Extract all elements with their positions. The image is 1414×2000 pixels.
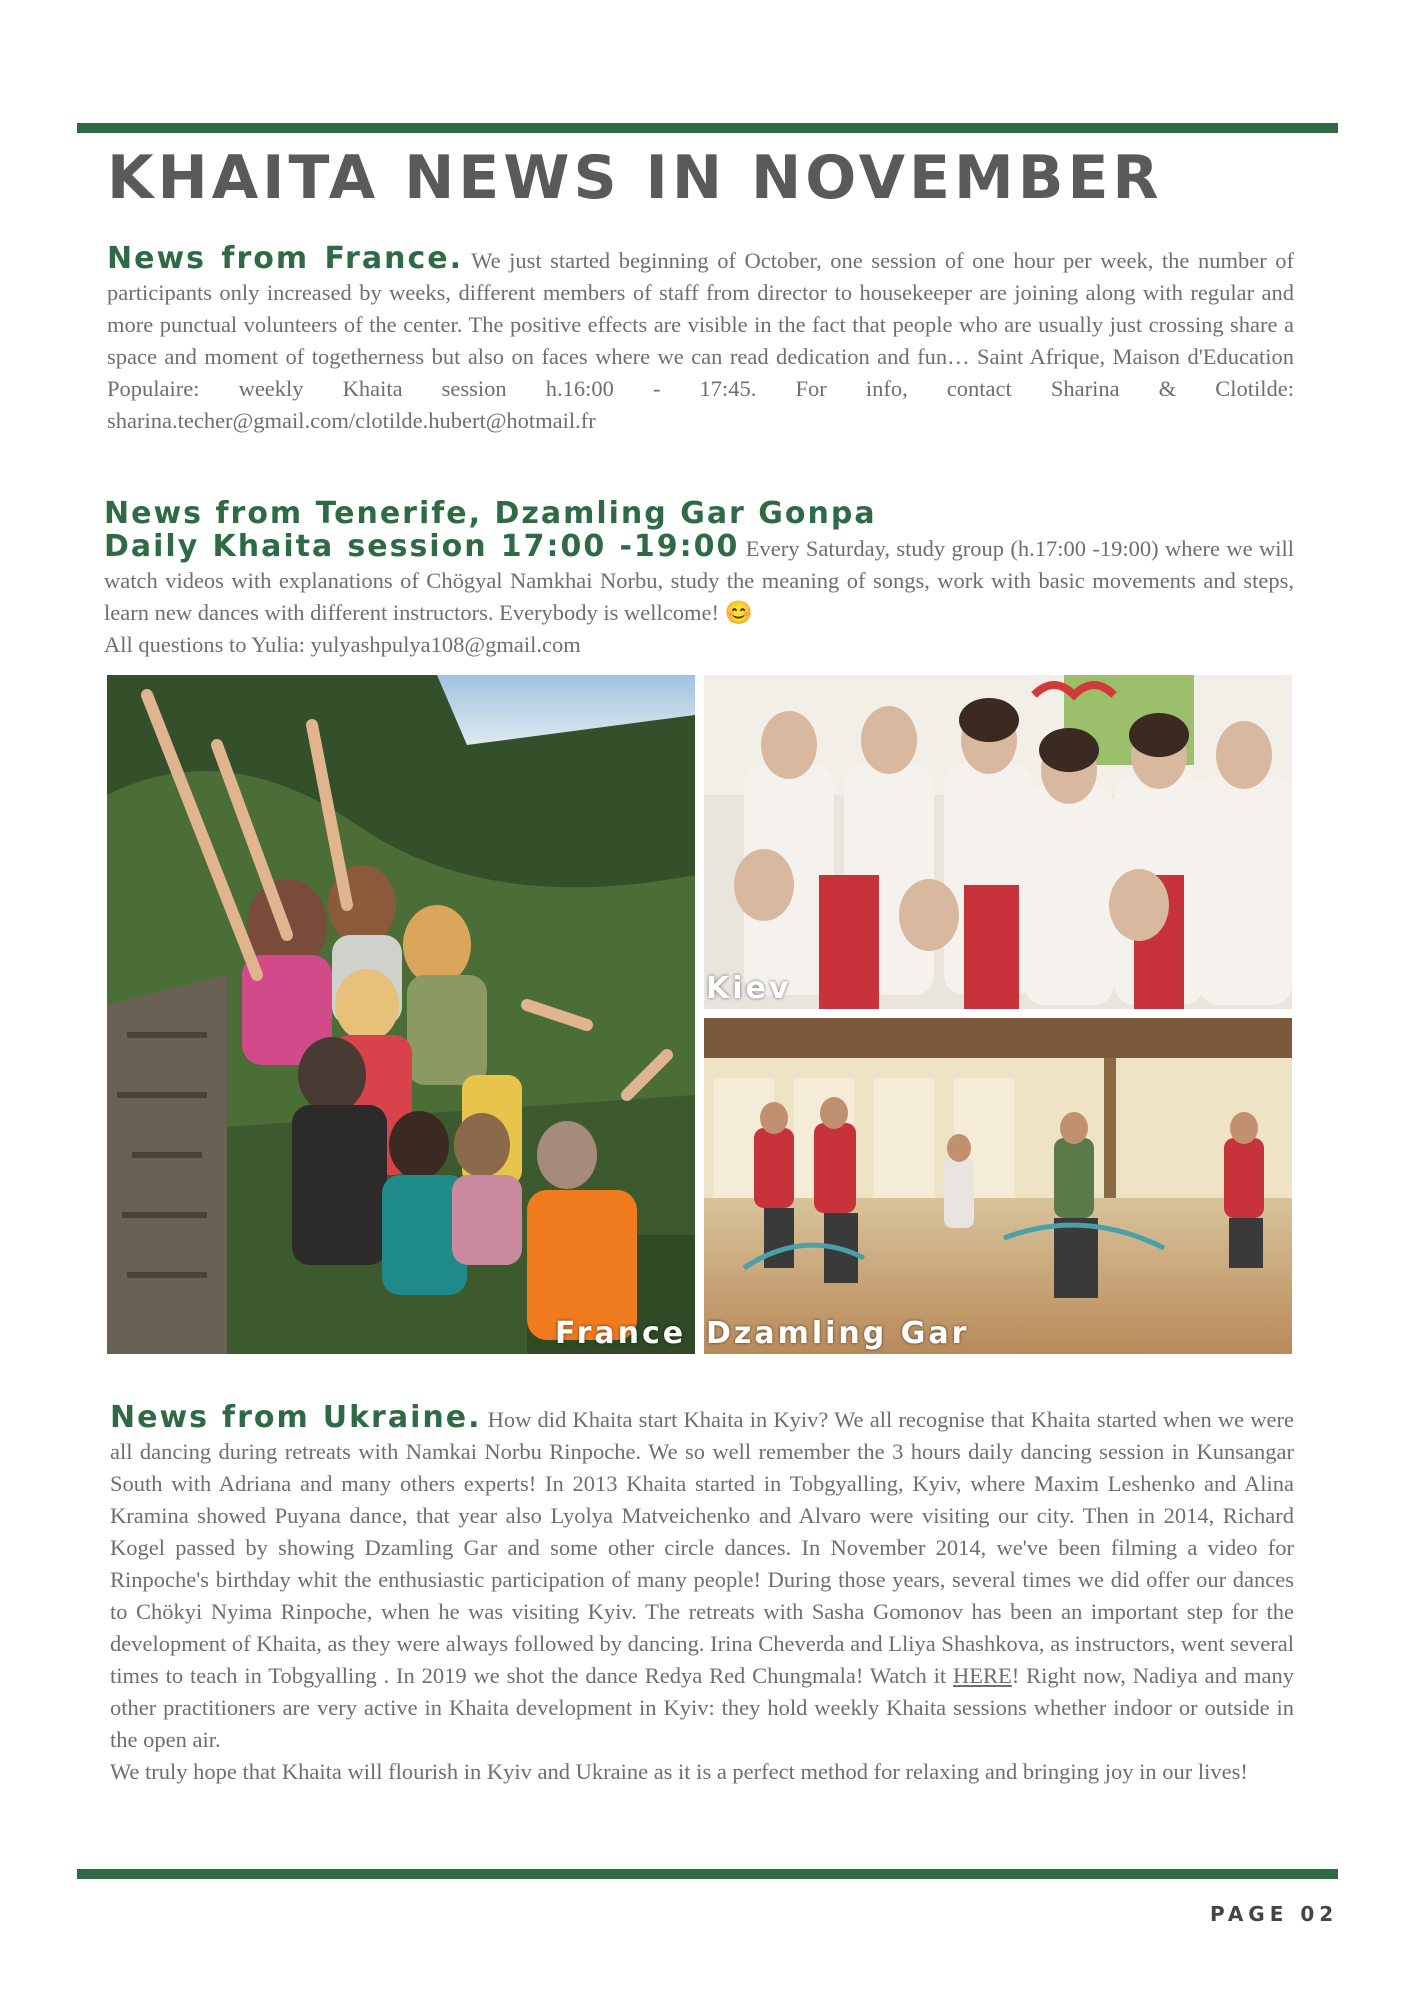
bottom-divider <box>77 1869 1338 1879</box>
ukraine-section <box>110 1402 1294 1788</box>
top-divider <box>77 123 1338 133</box>
ukraine-heading: News from Ukraine. <box>110 1400 482 1435</box>
tenerife-section <box>104 531 1294 661</box>
tenerife-contact: All questions to Yulia: yulyashpulya108@gmail.com <box>104 632 581 657</box>
tenerife-heading-line2: Daily Khaita session 17:00 -19:00 <box>104 529 740 564</box>
page-title: KHAITA NEWS IN NOVEMBER <box>107 143 1163 213</box>
france-heading: News from France. <box>107 241 463 276</box>
ukraine-closing: We truly hope that Khaita will flourish in Kyiv and Ukraine as it is a perfect method for relaxing and bringing joy in our lives! <box>110 1759 1248 1784</box>
france-group-photo <box>107 675 695 1354</box>
kiev-group-photo <box>704 675 1292 1009</box>
france-caption: France <box>555 1316 687 1351</box>
tenerife-heading-line1: News from Tenerife, Dzamling Gar Gonpa <box>104 496 877 531</box>
here-link[interactable]: HERE <box>953 1663 1012 1688</box>
ukraine-body-continued: ! Right now, Nadiya and many other practitioners are very active in Khaita development in Kyiv: they hold weekly Khaita sessions whether indoor or outside in the open air. <box>110 1663 1294 1752</box>
tenerife-heading <box>104 497 877 531</box>
tenerife-body: Every Saturday, study group (h.17:00 -19:00) where we will watch videos with explanations of Chögyal Namkhai Norbu, study the meaning of songs, work with basic movements and steps, learn new dances with different instructors. Everybody is wellcome! 😊 <box>104 536 1294 625</box>
kiev-caption: Kiev <box>706 971 792 1006</box>
ukraine-body: How did Khaita start Khaita in Kyiv? We all recognise that Khaita started when we were all dancing during retreats with Namkai Norbu Rinpoche. We so well remember the 3 hours daily dancing session in Kunsangar South with Adriana and many others experts! In 2013 Khaita started in Tobgyalling, Kyiv, where Maxim Leshenko and Alina Kramina showed Puyana dance, that year also Lyolya Matveichenko and Alvaro were visiting our city. Then in 2014, Richard Kogel passed by showing Dzamling Gar and some other circle dances. In November 2014, we've been filming a video for Rinpoche's birthday whit the enthusiastic participation of many people! During those years, several times we did offer our dances to Chökyi Nyima Rinpoche, when he was visiting Kyiv. The retreats with Sasha Gomonov has been an important step for the development of Khaita, as they were always followed by dancing. Irina Cheverda and Lliya Shashkova, as instructors, went several times to teach in Tobgyalling . In 2019 we shot the dance Redya Red Chungmala! Watch it <box>110 1407 1294 1688</box>
dzamling-gar-caption: Dzamling Gar <box>706 1316 970 1351</box>
france-section <box>107 243 1294 437</box>
france-body: We just started beginning of October, one session of one hour per week, the number of participants only increased by weeks, different members of staff from director to housekeeper are joining along with regular and more punctual volunteers of the center. The positive effects are visible in the fact that people who are usually just crossing share a space and moment of togetherness but also on faces where we can read dedication and fun… Saint Afrique, Maison d'Education Populaire: weekly Khaita session h.16:00 - 17:45. For info, contact Sharina & Clotilde: sharina.techer@gmail.com/clotilde.hubert@hotmail.fr <box>107 248 1294 433</box>
page-number: PAGE 02 <box>1210 1902 1339 1926</box>
dzamling-gar-photo <box>704 1018 1292 1354</box>
